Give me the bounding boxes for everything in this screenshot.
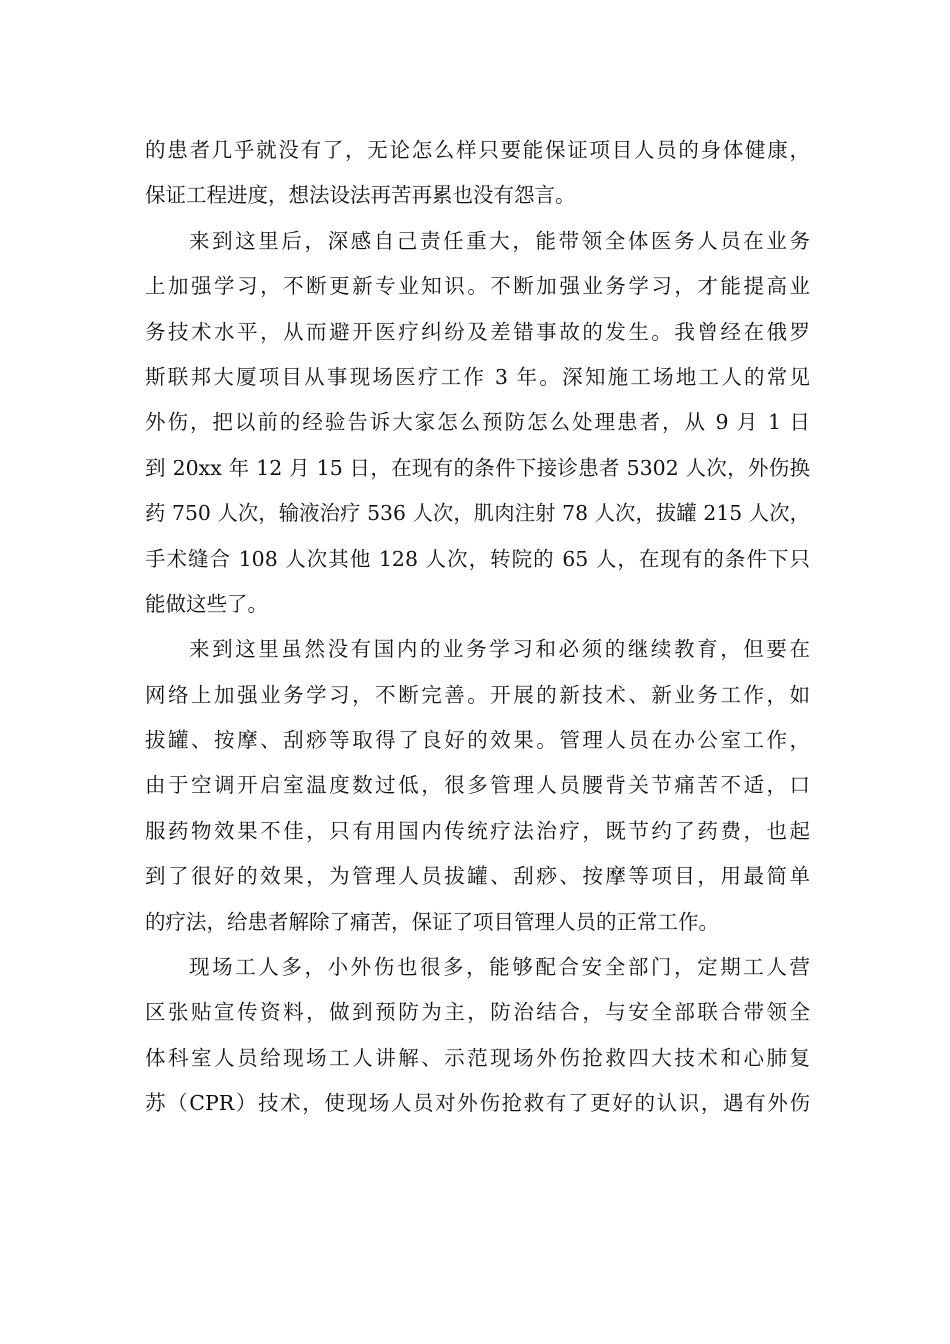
text-line: 区张贴宣传资料，做到预防为主，防治结合，与安全部联合带领全 [145, 1000, 810, 1025]
paragraph-start-line: 现场工人多，小外伤也很多，能够配合安全部门，定期工人营 [189, 955, 810, 980]
text-line: 到了很好的效果，为管理人员拔罐、刮痧、按摩等项目，用最简单 [145, 864, 810, 889]
text-line: 药 750 人次，输液治疗 536 人次，肌肉注射 78 人次，拔罐 215 人次， [145, 501, 810, 526]
text-line: 的患者几乎就没有了，无论怎么样只要能保证项目人员的身体健康， [145, 138, 810, 162]
text-line: 能做这些了。 [145, 591, 268, 616]
text-line: 斯联邦大厦项目从事现场医疗工作 3 年。深知施工场地工人的常见 [145, 364, 810, 389]
text-line: 服药物效果不佳，只有用国内传统疗法治疗，既节约了药费，也起 [145, 818, 810, 843]
text-line: 上加强学习，不断更新专业知识。不断加强业务学习，才能提高业 [145, 274, 810, 299]
text-line: 外伤，把以前的经验告诉大家怎么预防怎么处理患者，从 9 月 1 日 [145, 410, 810, 435]
text-line: 保证工程进度，想法设法再苦再累也没有怨言。 [145, 183, 576, 208]
body-text [145, 128, 810, 1127]
text-line: 由于空调开启室温度数过低，很多管理人员腰背关节痛苦不适，口 [145, 773, 810, 798]
text-line: 的疗法，给患者解除了痛苦，保证了项目管理人员的正常工作。 [145, 909, 719, 934]
text-line: 手术缝合 108 人次其他 128 人次，转院的 65 人，在现有的条件下只 [145, 546, 810, 571]
text-line: 网络上加强业务学习，不断完善。开展的新技术、新业务工作，如 [145, 682, 810, 707]
text-line: 务技术水平，从而避开医疗纠纷及差错事故的发生。我曾经在俄罗 [145, 319, 810, 344]
text-line: 到 20xx 年 12 月 15 日，在现有的条件下接诊患者 5302 人次，外伤换 [145, 455, 810, 480]
text-line: 拔罐、按摩、刮痧等取得了良好的效果。管理人员在办公室工作， [145, 728, 810, 753]
paragraph-start-line: 来到这里虽然没有国内的业务学习和必须的继续教育，但要在 [189, 637, 810, 662]
text-line: 苏（CPR）技术，使现场人员对外伤抢救有了更好的认识，遇有外伤 [145, 1091, 810, 1116]
paragraph-start-line: 来到这里后，深感自己责任重大，能带领全体医务人员在业务 [189, 228, 810, 253]
text-line: 体科室人员给现场工人讲解、示范现场外伤抢救四大技术和心肺复 [145, 1045, 810, 1070]
